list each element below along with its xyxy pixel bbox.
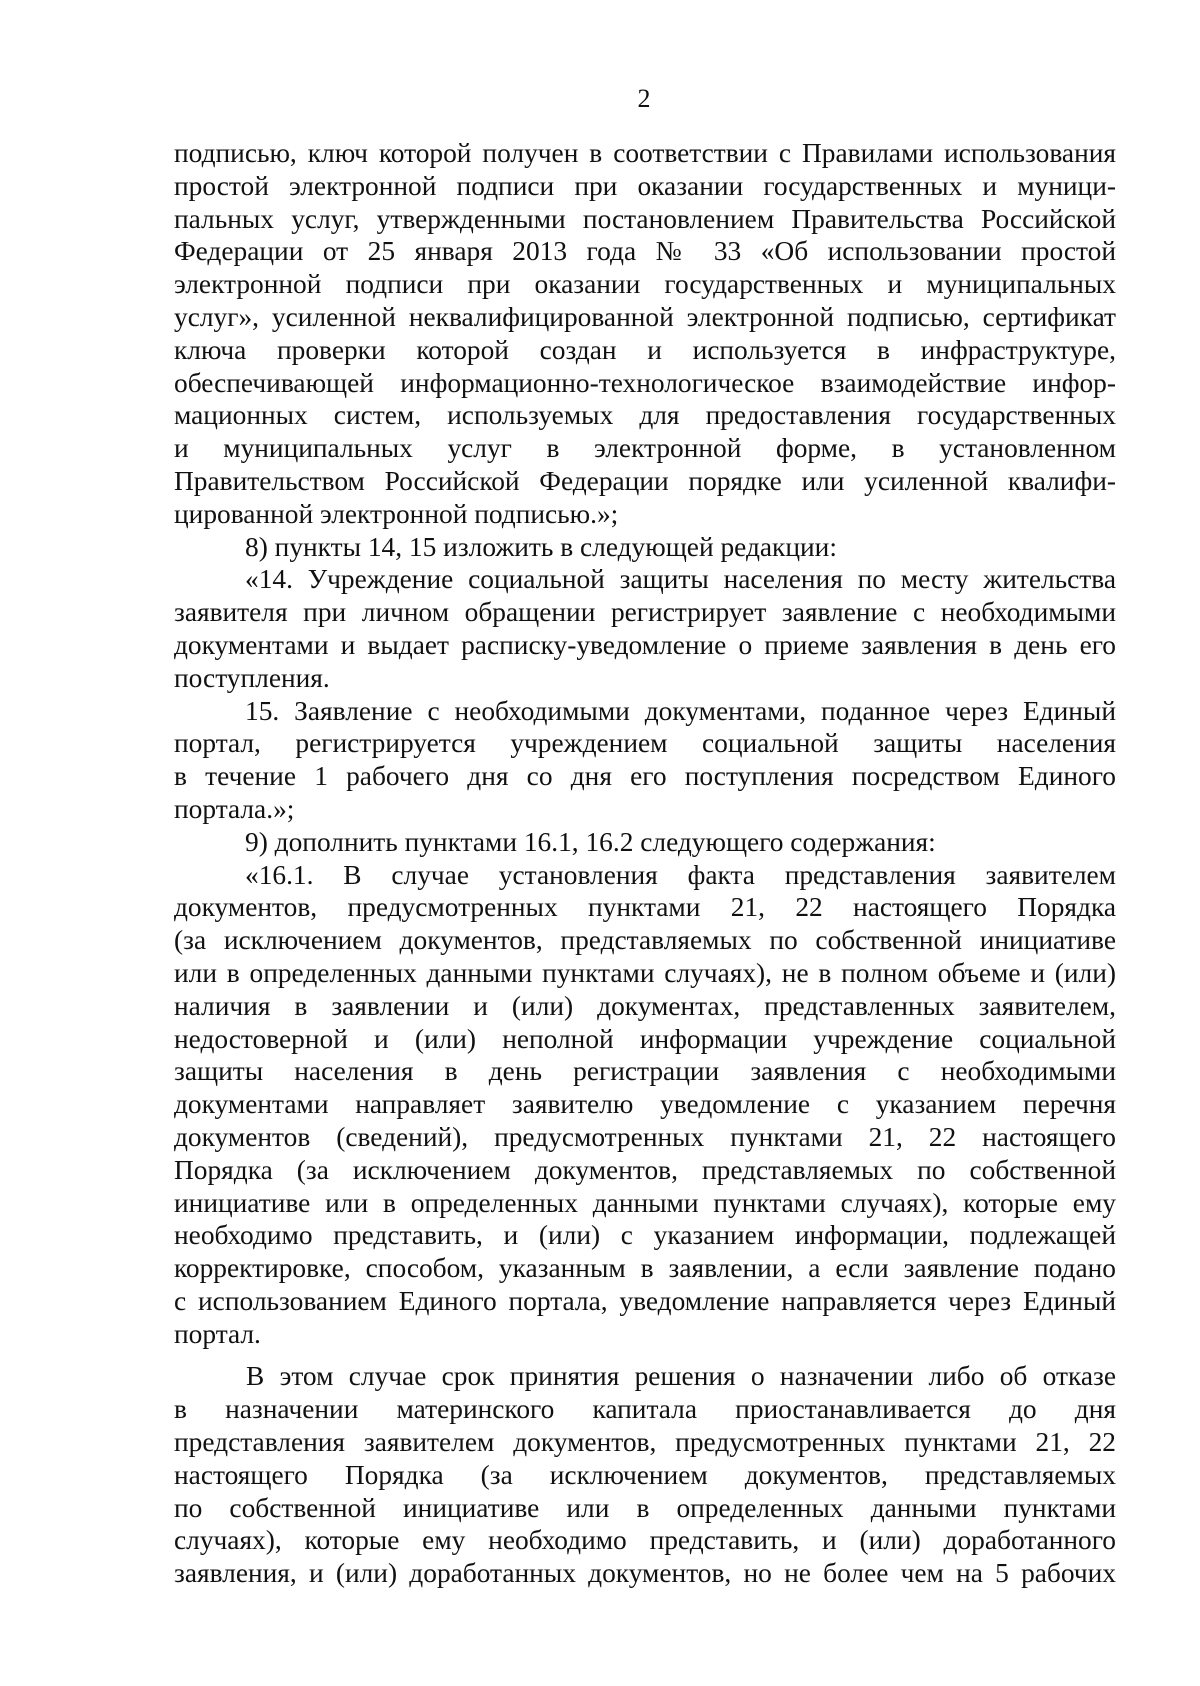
text-line: «16.1. В случае установления факта представления заявителем <box>245 859 1116 890</box>
text-line: 8) пункты 14, 15 изложить в следующей редакции: <box>245 531 837 562</box>
text-line: случаях), которые ему необходимо представить, и (или) доработанного <box>174 1525 1116 1556</box>
text-line: с использованием Единого портала, уведомление направляется через Единый <box>174 1285 1116 1316</box>
text-line: пальных услуг, утвержденными постановлением Правительства Российской <box>174 203 1116 234</box>
text-line: заявителя при личном обращении регистрирует заявление с необходимыми <box>174 597 1116 628</box>
text-line: необходимо представить, и (или) с указанием информации, подлежащей <box>174 1220 1116 1251</box>
text-line: электронной подписи при оказании государственных и муниципальных <box>174 269 1116 300</box>
text-line: В этом случае срок принятия решения о назначении либо об отказе <box>246 1361 1116 1392</box>
text-line: (за исключением документов, представляемых по собственной инициативе <box>174 925 1116 956</box>
text-line: портала.»; <box>174 793 295 824</box>
text-line: портал, регистрируется учреждением социальной защиты населения <box>174 728 1116 759</box>
text-line: и муниципальных услуг в электронной форме, в установленном <box>174 433 1116 464</box>
text-line: документами и выдает расписку-уведомление о приеме заявления в день его <box>174 629 1116 660</box>
text-line: инициативе или в определенных данными пунктами случаях), которые ему <box>174 1187 1116 1218</box>
text-line: в назначении материнского капитала приостанавливается до дня <box>174 1394 1116 1425</box>
text-line: документов (сведений), предусмотренных пунктами 21, 22 настоящего <box>174 1121 1116 1152</box>
text-line: документами направляет заявителю уведомление с указанием перечня <box>174 1089 1116 1120</box>
text-line: Федерации от 25 января 2013 года № 33 «Об использовании простой <box>174 236 1116 267</box>
text-line: Правительством Российской Федерации порядке или усиленной квалифи- <box>174 465 1116 496</box>
text-line: корректировке, способом, указанным в заявлении, а если заявление подано <box>174 1253 1116 1284</box>
text-line: цированной электронной подписью.»; <box>174 498 619 529</box>
text-line: ключа проверки которой создан и используется в инфраструктуре, <box>174 334 1116 365</box>
text-line: настоящего Порядка (за исключением документов, представляемых <box>174 1459 1116 1490</box>
text-line: защиты населения в день регистрации заявления с необходимыми <box>174 1056 1116 1087</box>
text-line: простой электронной подписи при оказании государственных и муници- <box>174 170 1116 201</box>
text-line: наличия в заявлении и (или) документах, представленных заявителем, <box>174 990 1116 1021</box>
text-line: по собственной инициативе или в определенных данными пунктами <box>174 1492 1116 1523</box>
text-line: портал. <box>174 1318 261 1349</box>
text-line: или в определенных данными пунктами случаях), не в полном объеме и (или) <box>174 957 1116 988</box>
text-line: документов, предусмотренных пунктами 21, 22 настоящего Порядка <box>174 892 1116 923</box>
text-line: поступления. <box>174 662 330 693</box>
text-line: 15. Заявление с необходимыми документами, поданное через Единый <box>245 695 1116 726</box>
text-line: «14. Учреждение социальной защиты населения по месту жительства <box>245 564 1116 595</box>
text-line: обеспечивающей информационно-технологическое взаимодействие инфор- <box>174 367 1116 398</box>
text-line: 9) дополнить пунктами 16.1, 16.2 следующего содержания: <box>245 826 936 857</box>
text-line: заявления, и (или) доработанных документов, но не более чем на 5 рабочих <box>174 1558 1116 1589</box>
document-body <box>174 137 1116 1590</box>
text-line: недостоверной и (или) неполной информации учреждение социальной <box>174 1023 1116 1054</box>
text-line: в течение 1 рабочего дня со дня его поступления посредством Единого <box>174 761 1116 792</box>
text-line: услуг», усиленной неквалифицированной электронной подписью, сертификат <box>174 301 1116 332</box>
text-line: Порядка (за исключением документов, представляемых по собственной <box>174 1154 1116 1185</box>
text-line: мационных систем, используемых для предоставления государственных <box>174 400 1116 431</box>
text-line: подписью, ключ которой получен в соответствии с Правилами использования <box>174 138 1116 168</box>
text-line: представления заявителем документов, предусмотренных пунктами 21, 22 <box>174 1427 1116 1458</box>
page-number: 2 <box>637 84 651 113</box>
